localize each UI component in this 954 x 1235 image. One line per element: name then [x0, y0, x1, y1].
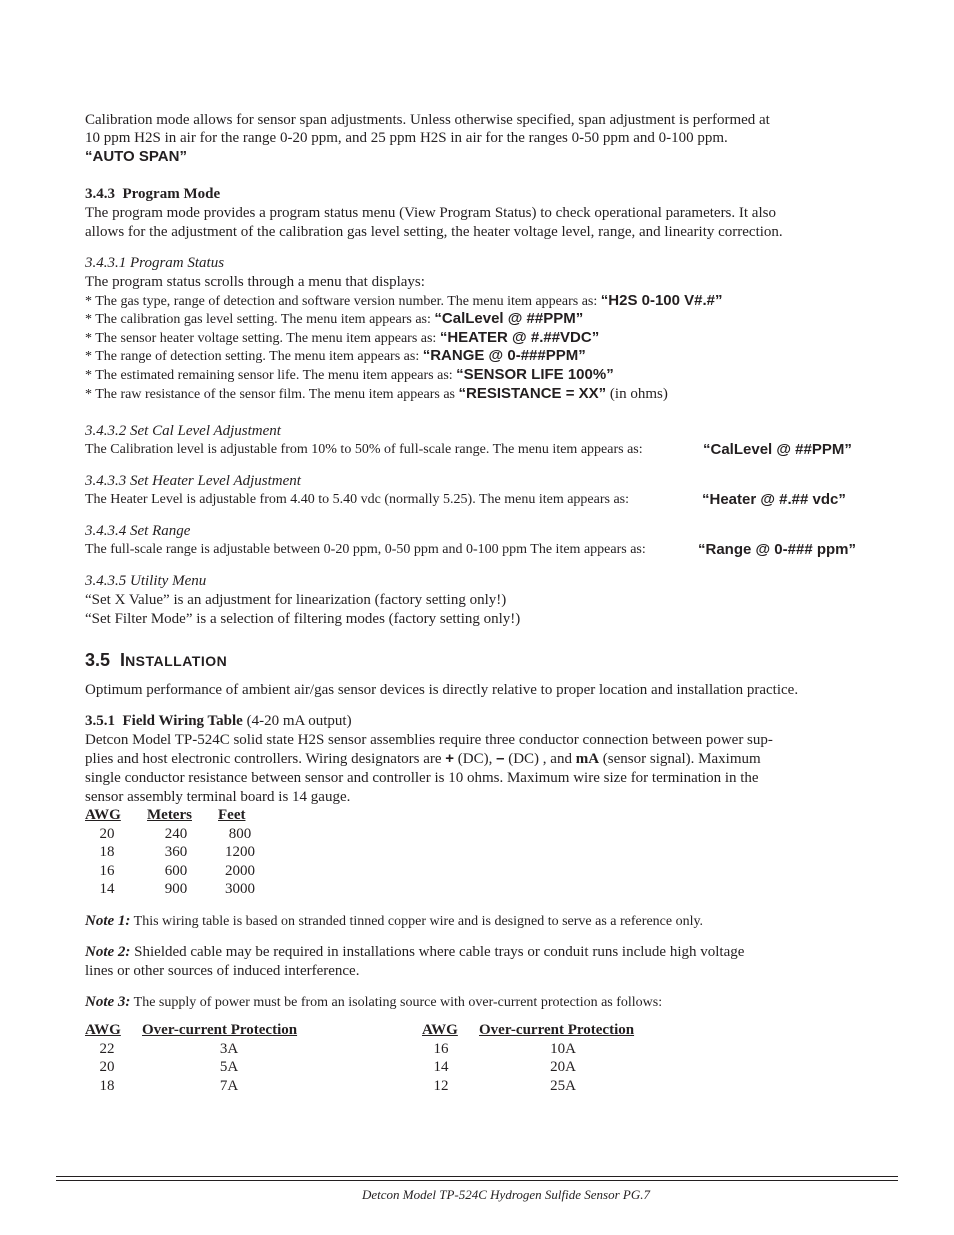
column-header-awg: AWG: [422, 1022, 458, 1038]
section-3435-line-2: “Set Filter Mode” is a selection of filtering modes (factory setting only!): [85, 611, 521, 627]
section-3433-heading: 3.4.3.3 Set Heater Level Adjustment: [85, 473, 301, 489]
page-footer: Detcon Model TP-524C Hydrogen Sulfide Sensor PG.7: [362, 1187, 650, 1202]
note-2-line-2: lines or other sources of induced interference.: [85, 963, 360, 979]
table-row: 14 20A: [433, 1059, 576, 1076]
table-row: 16 600 2000: [99, 862, 255, 879]
section-3435-line-1: “Set X Value” is an adjustment for linearization (factory setting only!): [85, 592, 507, 608]
section-3433-code: “Heater @ #.## vdc”: [702, 491, 846, 508]
section-35-title-cap: I: [120, 650, 126, 670]
note-3: Note 3: The supply of power must be from an isolating source with over-current protection as follows:: [85, 994, 663, 1010]
status-item: * The raw resistance of the sensor film. The menu item appears as “RESISTANCE = XX” (in ohms): [85, 385, 668, 402]
column-header-feet: Feet: [218, 807, 246, 823]
table-header-row: [85, 806, 262, 825]
section-343-heading: [85, 185, 220, 203]
status-item: * The sensor heater voltage setting. The menu item appears as: “HEATER @ #.##VDC”: [85, 329, 600, 346]
status-item: * The estimated remaining sensor life. The menu item appears as: “SENSOR LIFE 100%”: [85, 366, 614, 383]
column-header-meters: Meters: [147, 807, 192, 823]
table-header-row: [85, 1021, 329, 1040]
section-3432-text: The Calibration level is adjustable from 10% to 50% of full-scale range. The menu item appears as:: [85, 442, 643, 457]
table-row: 22 3A: [99, 1040, 239, 1057]
table-header-row: [422, 1021, 666, 1040]
section-3432-code: “CalLevel @ ##PPM”: [703, 441, 852, 458]
section-35-title-rest: NSTALLATION: [125, 653, 228, 669]
table-row: 14 900 3000: [99, 881, 255, 898]
protection-table-right: [422, 1021, 666, 1095]
section-351-line-3: single conductor resistance between sensor and controller is 10 ohms. Maximum wire size for termination in the: [85, 770, 759, 786]
column-header-protection: Over-current Protection: [142, 1022, 298, 1038]
plus-designator: +: [445, 750, 455, 767]
note-3-label: Note 3:: [85, 994, 131, 1010]
section-3431-intro: The program status scrolls through a menu that displays:: [85, 274, 425, 290]
note-2: Note 2: Shielded cable may be required in installations where cable trays or conduit runs include high voltage: [85, 944, 745, 960]
table-row: 16 10A: [433, 1040, 576, 1057]
section-35-number: 3.5: [85, 650, 111, 670]
section-351-line-1: Detcon Model TP-524C solid state H2S sensor assemblies require three conductor connection between power sup-: [85, 732, 773, 748]
section-35-heading: [85, 650, 227, 671]
section-343-line-2: allows for the adjustment of the calibration gas level setting, the heater voltage level, range, and linearity correction.: [85, 224, 783, 240]
protection-table-left: [85, 1021, 329, 1095]
auto-span-label: “AUTO SPAN”: [85, 148, 187, 165]
section-3432-heading: 3.4.3.2 Set Cal Level Adjustment: [85, 423, 281, 439]
section-351-title-suffix: (4-20 mA output): [242, 713, 352, 729]
column-header-awg: AWG: [85, 1022, 121, 1038]
section-343-title: Program Mode: [122, 186, 221, 202]
table-row: 18 7A: [99, 1077, 239, 1094]
section-351-line-4: sensor assembly terminal board is 14 gauge.: [85, 789, 351, 805]
intro-line-1: Calibration mode allows for sensor span adjustments. Unless otherwise specified, span adjustment is performed at: [85, 112, 770, 128]
section-351-heading: [85, 712, 352, 730]
note-1-label: Note 1:: [85, 913, 131, 929]
ma-designator: mA: [575, 751, 600, 767]
section-3434-heading: 3.4.3.4 Set Range: [85, 523, 191, 539]
section-35-text: Optimum performance of ambient air/gas sensor devices is directly relative to proper location and installation practice.: [85, 682, 799, 698]
section-351-number: 3.5.1: [85, 713, 115, 729]
section-3435-heading: 3.4.3.5 Utility Menu: [85, 573, 207, 589]
section-3434-code: “Range @ 0-### ppm”: [698, 541, 856, 558]
note-2-label: Note 2:: [85, 944, 131, 960]
table-row: 20 240 800: [99, 825, 252, 842]
section-351-line-2: plies and host electronic controllers. Wiring designators are + (DC), – (DC) , and mA (sensor signal). Maximum: [85, 750, 761, 767]
wiring-table: [85, 806, 262, 899]
minus-designator: –: [496, 750, 505, 767]
table-row: 12 25A: [433, 1077, 576, 1094]
section-343-line-1: The program mode provides a program status menu (View Program Status) to check operational parameters. It also: [85, 205, 776, 221]
column-header-protection: Over-current Protection: [479, 1022, 635, 1038]
intro-line-2: 10 ppm H2S in air for the range 0-20 ppm, and 25 ppm H2S in air for the ranges 0-50 ppm and 0-100 ppm.: [85, 130, 728, 146]
section-3431-heading: 3.4.3.1 Program Status: [85, 255, 225, 271]
status-item: * The range of detection setting. The menu item appears as: “RANGE @ 0-###PPM”: [85, 347, 586, 364]
footer-rule-bottom: [56, 1180, 898, 1181]
table-row: 18 360 1200: [99, 844, 255, 861]
note-1: Note 1: This wiring table is based on stranded tinned copper wire and is designed to serve as a reference only.: [85, 913, 704, 929]
status-item: * The gas type, range of detection and software version number. The menu item appears as: “H2S 0-100 V#.#”: [85, 292, 723, 309]
section-3434-text: The full-scale range is adjustable between 0-20 ppm, 0-50 ppm and 0-100 ppm The item appears as:: [85, 542, 646, 557]
section-351-title: Field Wiring Table: [122, 713, 243, 729]
footer-rule-top: [56, 1176, 898, 1177]
status-item: * The calibration gas level setting. The menu item appears as: “CalLevel @ ##PPM”: [85, 310, 584, 327]
section-343-number: 3.4.3: [85, 186, 115, 202]
section-3433-text: The Heater Level is adjustable from 4.40 to 5.40 vdc (normally 5.25). The menu item appears as:: [85, 492, 630, 507]
table-row: 20 5A: [99, 1059, 239, 1076]
column-header-awg: AWG: [85, 807, 121, 823]
